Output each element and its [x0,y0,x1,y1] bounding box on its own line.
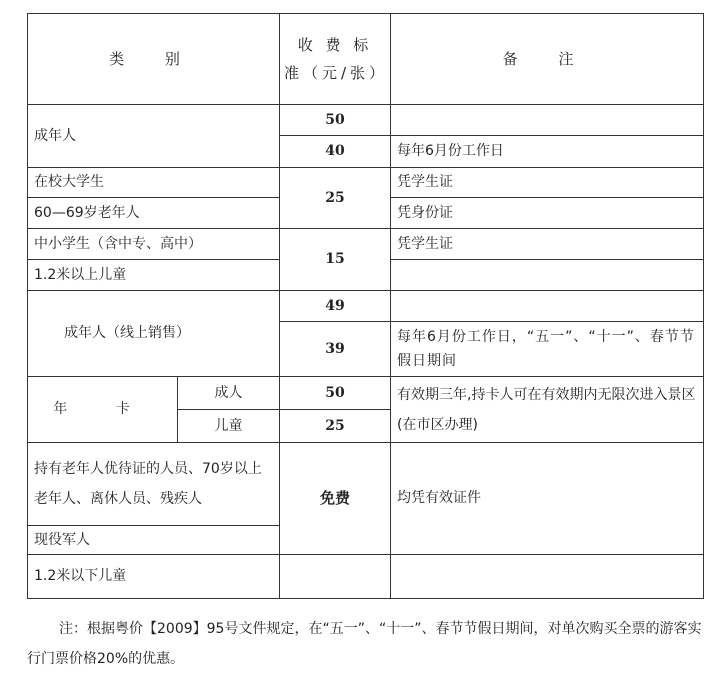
header-price: 收 费 标 准（元/张） [280,14,391,105]
free-price: 免费 [280,443,391,555]
row-student-label: 中小学生（含中专、高中） [28,229,280,260]
row-adult-label: 成年人 [28,105,280,168]
child-short-note [391,555,704,599]
adult-price-2: 40 [280,136,391,168]
child-tall-note [391,260,704,291]
footnote-text: 注：根据粤价【2009】95号文件规定，在“五一”、“十一”、春节节假日期间，对单次购买全票的游客实行门票价格20%的优惠。 [27,621,702,667]
adult-note-1 [391,105,704,136]
child-short-price [280,555,391,599]
online-price-1: 49 [280,291,391,322]
group25-price: 25 [280,168,391,229]
senior-note: 凭身份证 [391,198,704,229]
header-category: 类 别 [28,14,280,105]
row-senior-label: 60—69岁老年人 [28,198,280,229]
group15-price: 15 [280,229,391,291]
annual-note: 有效期三年,持卡人可在有效期内无限次进入景区(在市区办理) [391,377,704,443]
online-note-2: 每年6月份工作日，“五一”、“十一”、春节节假日期间 [391,322,704,377]
row-online-label: 成年人（线上销售） [28,291,280,377]
annual-child-price: 25 [280,410,391,443]
adult-note-2: 每年6月份工作日 [391,136,704,168]
row-soldier-label: 现役军人 [28,526,280,555]
fee-table [27,13,704,599]
free-note: 均凭有效证件 [391,443,704,555]
header-remark: 备 注 [391,14,704,105]
annual-adult-label: 成人 [178,377,280,410]
adult-price-1: 50 [280,105,391,136]
row-college-label: 在校大学生 [28,168,280,198]
row-elderly-card-label: 持有老年人优待证的人员、70岁以上老年人、离休人员、残疾人 [28,443,280,526]
row-child-short-label: 1.2米以下儿童 [28,555,280,599]
row-child-tall-label: 1.2米以上儿童 [28,260,280,291]
footnote [27,614,703,674]
annual-adult-price: 50 [280,377,391,410]
online-note-1 [391,291,704,322]
online-price-2: 39 [280,322,391,377]
college-note: 凭学生证 [391,168,704,198]
row-annual-label: 年 卡 [28,377,178,443]
annual-child-label: 儿童 [178,410,280,443]
student-note: 凭学生证 [391,229,704,260]
